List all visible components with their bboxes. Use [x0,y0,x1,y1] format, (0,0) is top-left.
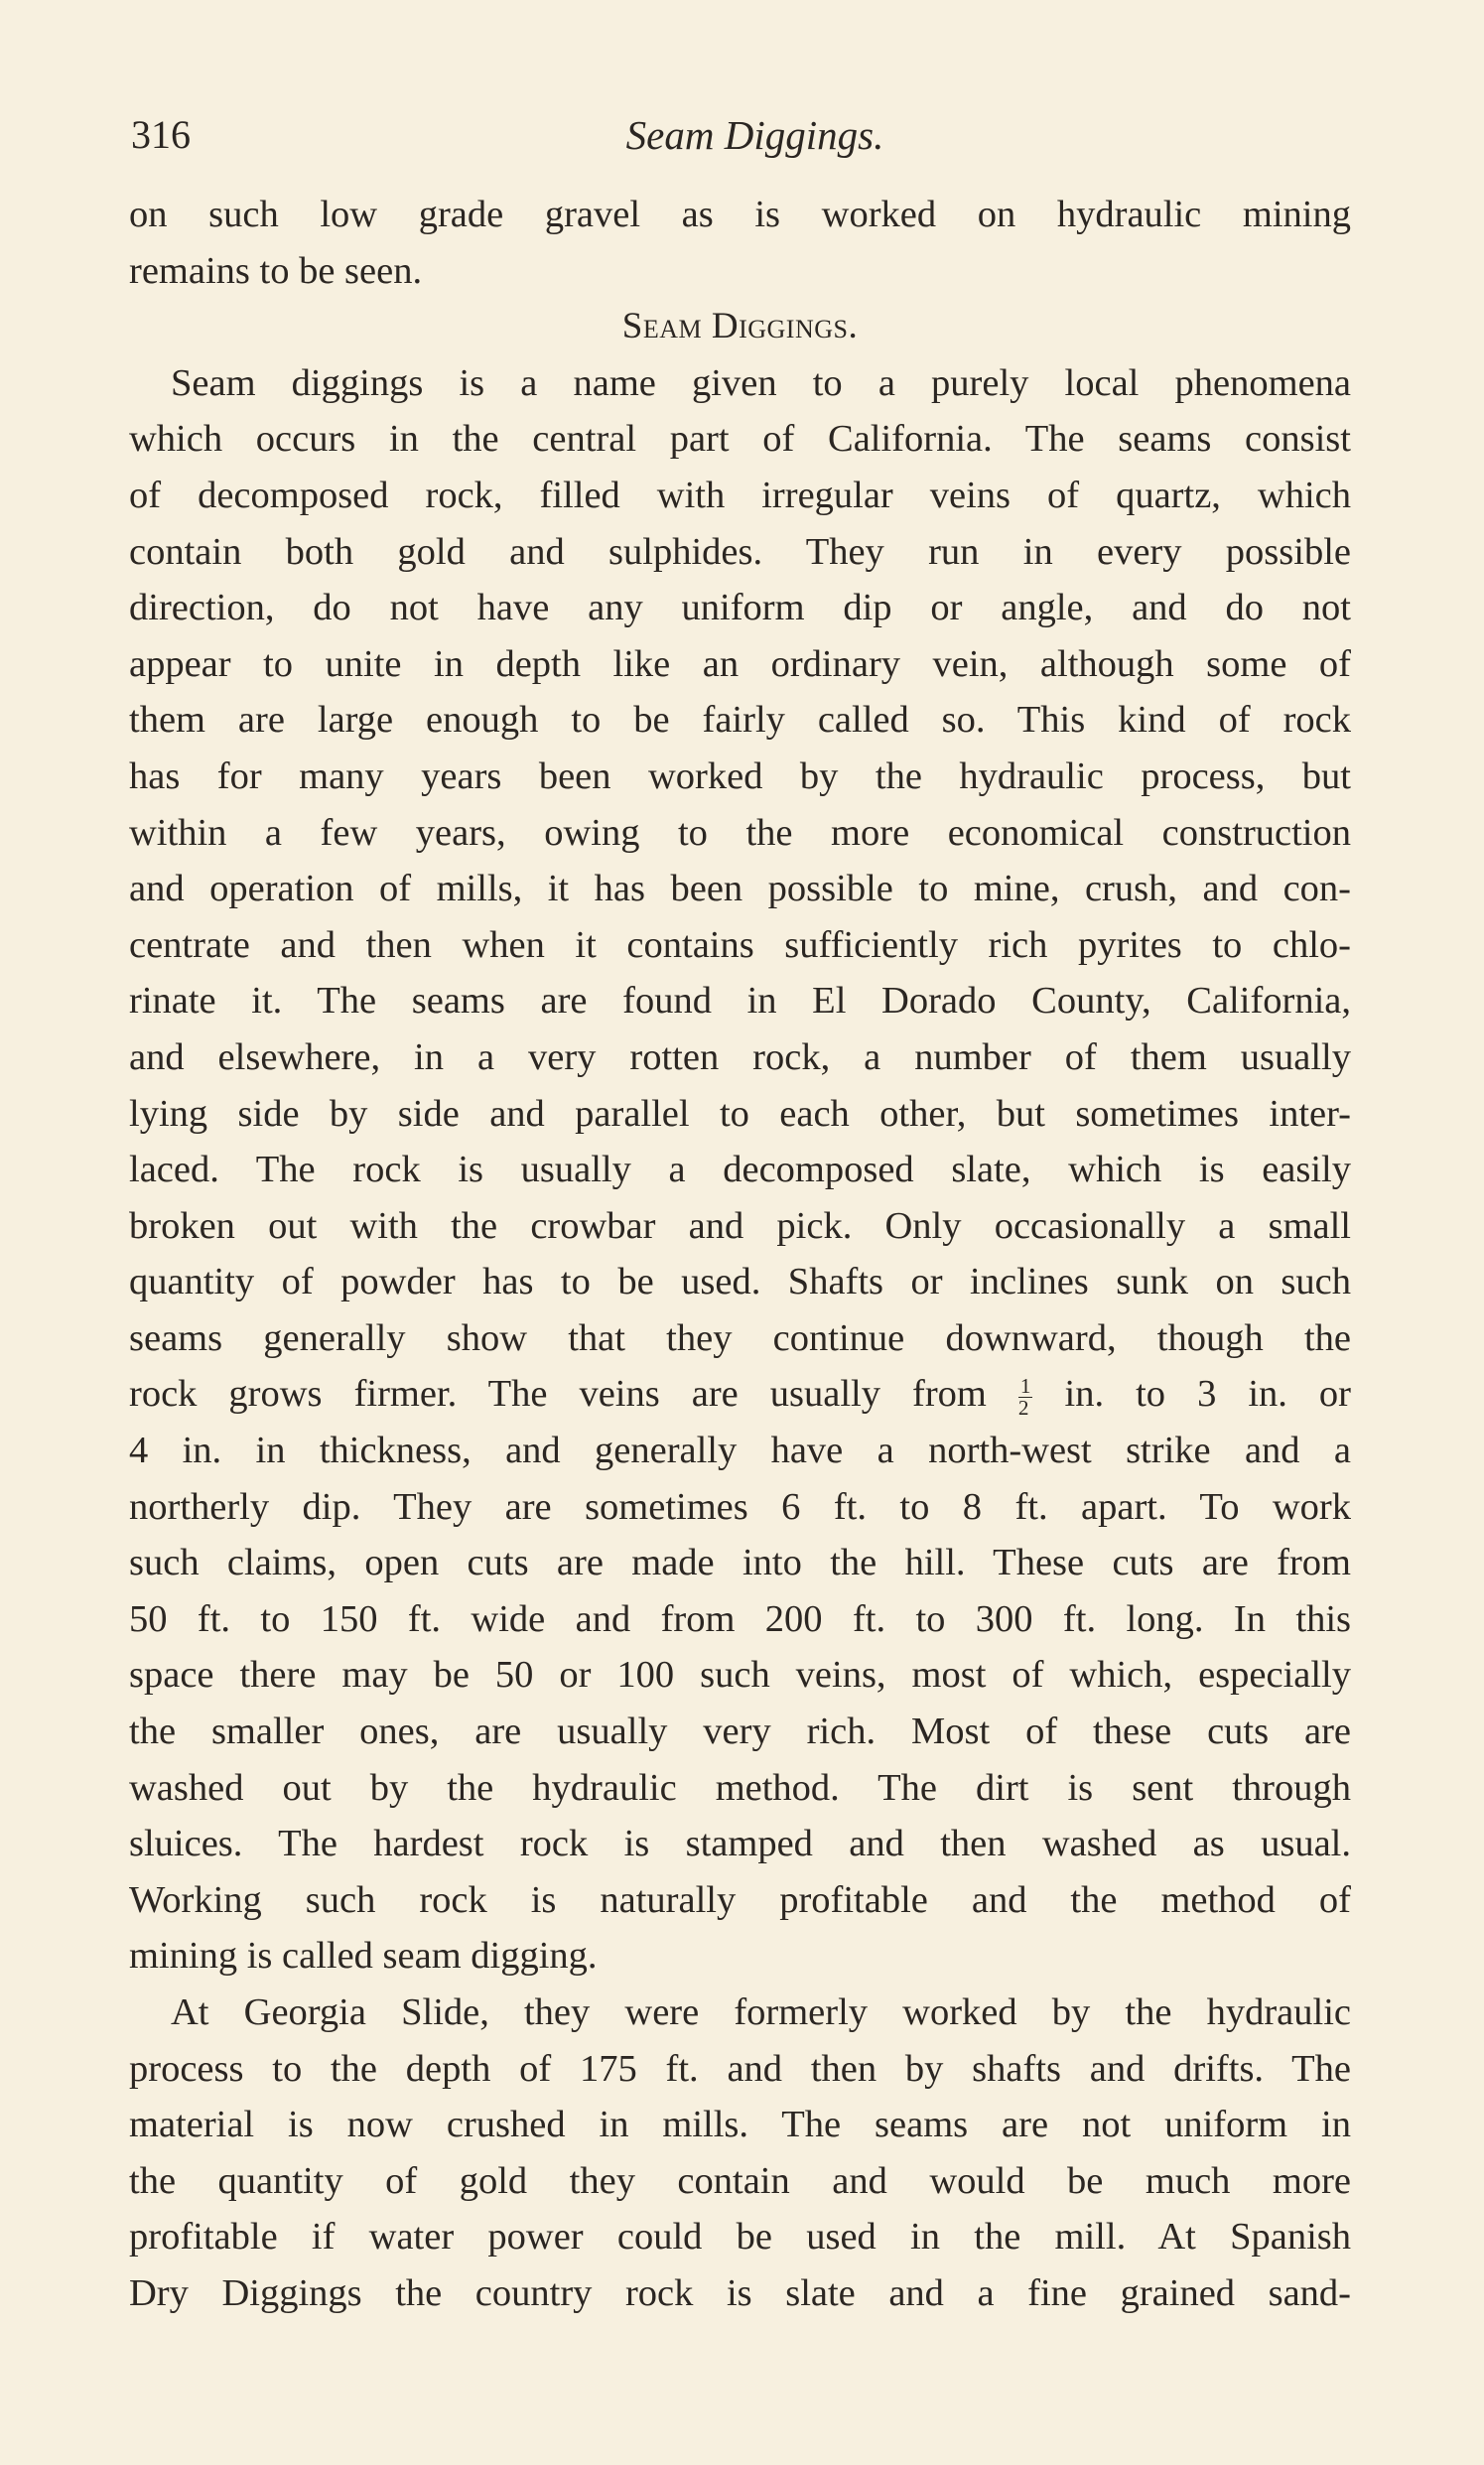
fraction-numerator: 1 [1019,1373,1031,1398]
text-line: mining is called seam digging. [129,1935,598,1978]
text-line: material is now crushed in mills. The seams are not uniform in [129,2104,1351,2146]
text-line: and operation of mills, it has been possible to mine, crush, and con- [129,868,1351,910]
paragraph-first-line: Seam diggings is a name given to a purely local phenomena [171,361,1351,404]
text-line: northerly dip. They are sometimes 6 ft. to 8 ft. apart. To work [129,1485,1351,1528]
text-line: appear to unite in depth like an ordinary vein, although some of [129,642,1351,685]
fraction-denominator: 2 [1017,1396,1029,1421]
text-line: profitable if water power could be used in the mill. At Spanish [129,2216,1351,2259]
text-line: lying side by side and parallel to each other, but sometimes inter- [129,1092,1351,1135]
text-line: within a few years, owing to the more economical construction [129,811,1351,854]
text-line: centrate and then when it contains sufficiently rich pyrites to chlo- [129,923,1351,966]
text-line: the quantity of gold they contain and would be much more [129,2159,1351,2202]
text-line: washed out by the hydraulic method. The dirt is sent through [129,1766,1351,1809]
text-line: laced. The rock is usually a decomposed slate, which is easily [129,1149,1351,1191]
text-line: of decomposed rock, filled with irregular veins of quartz, which [129,474,1351,516]
text-line: 50 ft. to 150 ft. wide and from 200 ft. to 300 ft. long. In this [129,1597,1351,1640]
text-line: remains to be seen. [129,249,423,292]
running-head [129,107,1351,163]
page-number: 316 [131,112,191,157]
text-line: and elsewhere, in a very rotten rock, a number of them usually [129,1035,1351,1078]
text-line: broken out with the crowbar and pick. Only occasionally a small [129,1204,1351,1247]
one-half-fraction [1017,1373,1033,1421]
text-line: direction, do not have any uniform dip or angle, and do not [129,587,1351,629]
section-heading: Seam Diggings. [621,306,859,347]
text-line: on such low grade gravel as is worked on hydraulic mining [129,194,1351,235]
text-line: contain both gold and sulphides. They run in every possible [129,530,1351,573]
body-text [129,187,1351,2322]
text-line: seams generally show that they continue downward, though the [129,1316,1351,1359]
text-line: space there may be 50 or 100 such veins, most of which, especially [129,1654,1351,1697]
text-line: Working such rock is naturally profitable and the method of [129,1878,1351,1921]
text-line: rinate it. The seams are found in El Dorado County, California, [129,980,1351,1023]
text-line-with-fraction [129,1366,1351,1423]
text-line: such claims, open cuts are made into the hill. These cuts are from [129,1542,1351,1584]
text-line: them are large enough to be fairly called so. This kind of rock [129,699,1351,742]
text-line: quantity of powder has to be used. Shafts or inclines sunk on such [129,1261,1351,1303]
fraction-line-after: in. to 3 in. or [1064,1373,1351,1416]
paragraph-first-line: At Georgia Slide, they were formerly worked by the hydraulic [171,1991,1351,2033]
text-line: has for many years been worked by the hydraulic process, but [129,754,1351,797]
running-title: Seam Diggings. [625,112,884,158]
text-line: Dry Diggings the country rock is slate and a fine grained sand- [129,2271,1351,2314]
fraction-line-before: rock grows firmer. The veins are usually from [129,1373,987,1416]
text-line: the smaller ones, are usually very rich. Most of these cuts are [129,1711,1351,1753]
text-line: which occurs in the central part of California. The seams consist [129,418,1351,461]
text-line: 4 in. in thickness, and generally have a north-west strike and a [129,1430,1351,1472]
text-line: process to the depth of 175 ft. and then by shafts and drifts. The [129,2047,1351,2090]
text-line: sluices. The hardest rock is stamped and then washed as usual. [129,1823,1351,1865]
